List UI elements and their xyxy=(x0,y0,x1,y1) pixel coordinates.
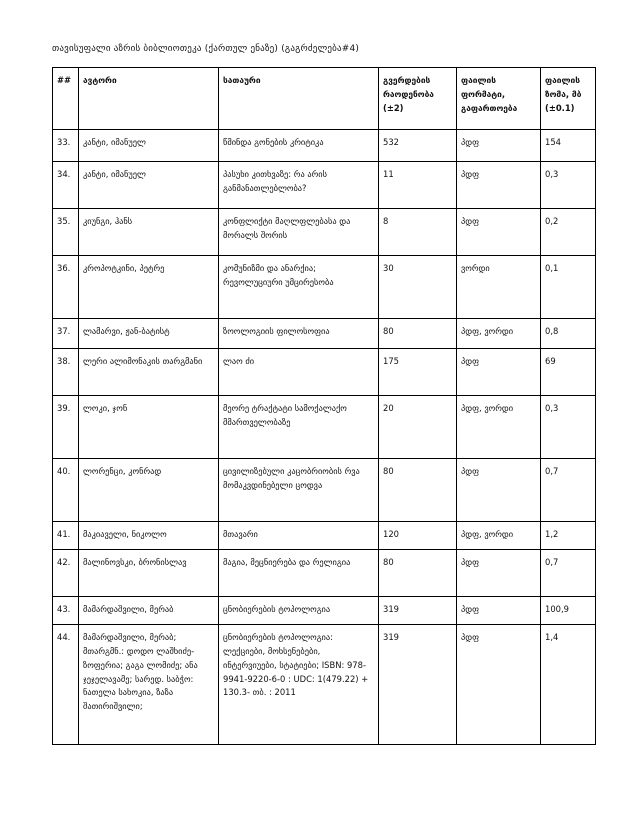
title-cell: ცნობიერების ტოპოლოგია xyxy=(219,597,379,625)
row-number: 34. xyxy=(53,162,79,209)
title-cell: კომუნიზმი და ანარქია; რევოლუციური უმცირესობა xyxy=(219,256,379,319)
header-author: ავტორი xyxy=(79,68,219,130)
title-cell: წმინდა გონების კრიტიკა xyxy=(219,130,379,162)
title-cell: ლაო ძი xyxy=(219,349,379,396)
row-number: 42. xyxy=(53,550,79,597)
table-row xyxy=(53,319,596,349)
author-cell: ლოკი, ჯონ xyxy=(79,396,219,459)
author-cell: ლორენცი, კონრად xyxy=(79,459,219,522)
pages-cell: 532 xyxy=(379,130,457,162)
format-cell: პდფ, ვორდი xyxy=(457,396,541,459)
format-cell: პდფ, ვორდი xyxy=(457,319,541,349)
size-cell: 1,2 xyxy=(541,522,596,550)
title-cell: პასუხი კითხვაზე: რა არის განმანათლებლობა? xyxy=(219,162,379,209)
size-cell: 0,8 xyxy=(541,319,596,349)
table-row xyxy=(53,522,596,550)
table-row xyxy=(53,349,596,396)
title-cell: ცივილიზებული კაცობრიობის რვა მომაკვდინებელი ცოდვა xyxy=(219,459,379,522)
pages-cell: 80 xyxy=(379,319,457,349)
size-cell: 0,7 xyxy=(541,550,596,597)
row-number: 40. xyxy=(53,459,79,522)
pages-cell: 30 xyxy=(379,256,457,319)
row-number: 35. xyxy=(53,209,79,256)
pages-cell: 319 xyxy=(379,625,457,745)
header-pages: გვერდების რაოდენობა (±2) xyxy=(379,68,457,130)
header-format: ფაილის ფორმატი, გაფართოება xyxy=(457,68,541,130)
row-number: 38. xyxy=(53,349,79,396)
header-number: ## xyxy=(53,68,79,130)
row-number: 43. xyxy=(53,597,79,625)
format-cell: პდფ xyxy=(457,459,541,522)
author-cell: კროპოტკინი, პეტრე xyxy=(79,256,219,319)
size-cell: 0,3 xyxy=(541,396,596,459)
books-table xyxy=(52,67,596,745)
pages-cell: 11 xyxy=(379,162,457,209)
format-cell: პდფ xyxy=(457,597,541,625)
header-size: ფაილის ზომა, მბ (±0.1) xyxy=(541,68,596,130)
size-cell: 0,2 xyxy=(541,209,596,256)
header-title: სათაური xyxy=(219,68,379,130)
format-cell: პდფ xyxy=(457,625,541,745)
author-cell: კიუნგი, ჰანს xyxy=(79,209,219,256)
author-cell: მაკიაველი, ნიკოლო xyxy=(79,522,219,550)
title-cell: ზოოლოგიის ფილოსოფია xyxy=(219,319,379,349)
table-row xyxy=(53,256,596,319)
table-row xyxy=(53,625,596,745)
author-cell: მამარდაშვილი, მერაბ; მთარგმნ.: დოდო ლაშხიძე-ზოფერია; გაგა ლომიძე; ანა ჯეჯელავამე; სარედ. საბჭო: ნათელა სახოკია, ზაზა შათირიშვილი; xyxy=(79,625,219,745)
row-number: 33. xyxy=(53,130,79,162)
size-cell: 0,3 xyxy=(541,162,596,209)
format-cell: პდფ xyxy=(457,162,541,209)
title-cell: მეორე ტრაქტატი სამოქალაქო მმართველობაზე xyxy=(219,396,379,459)
size-cell: 100,9 xyxy=(541,597,596,625)
format-cell: პდფ xyxy=(457,209,541,256)
format-cell: პდფ xyxy=(457,349,541,396)
title-cell: მთავარი xyxy=(219,522,379,550)
format-cell: პდფ, ვორდი xyxy=(457,522,541,550)
author-cell: მამარდაშვილი, მერაბ xyxy=(79,597,219,625)
size-cell: 1,4 xyxy=(541,625,596,745)
pages-cell: 175 xyxy=(379,349,457,396)
pages-cell: 20 xyxy=(379,396,457,459)
pages-cell: 8 xyxy=(379,209,457,256)
title-cell: კონფლიქტი მაღლფლებასა და მორალს შორის xyxy=(219,209,379,256)
author-cell: კანტი, იმანუელ xyxy=(79,130,219,162)
table-header-row xyxy=(53,68,596,130)
format-cell: პდფ xyxy=(457,550,541,597)
author-cell: ლამარვი, ჟან-ბატისტ xyxy=(79,319,219,349)
row-number: 37. xyxy=(53,319,79,349)
size-cell: 69 xyxy=(541,349,596,396)
author-cell: კანტი, იმანუელ xyxy=(79,162,219,209)
row-number: 44. xyxy=(53,625,79,745)
size-cell: 0,7 xyxy=(541,459,596,522)
document-heading: თავისუფალი აზრის ბიბლიოთეკა (ქართულ ენაზე) (გაგრძელება#4) xyxy=(52,44,360,54)
table-row xyxy=(53,162,596,209)
pages-cell: 120 xyxy=(379,522,457,550)
format-cell: ვორდი xyxy=(457,256,541,319)
table-row xyxy=(53,597,596,625)
pages-cell: 319 xyxy=(379,597,457,625)
row-number: 36. xyxy=(53,256,79,319)
title-cell: მაგია, მეცნიერება და რელიგია xyxy=(219,550,379,597)
table-row xyxy=(53,396,596,459)
table-row xyxy=(53,209,596,256)
author-cell: ლერი ალიმონაკის თარგმანი xyxy=(79,349,219,396)
table-row xyxy=(53,459,596,522)
row-number: 41. xyxy=(53,522,79,550)
format-cell: პდფ xyxy=(457,130,541,162)
row-number: 39. xyxy=(53,396,79,459)
table-row xyxy=(53,130,596,162)
title-cell: ცნობიერების ტოპოლოგია: ლექციები, მოხსენებები, ინტერვიუები, სტატიები; ISBN: 978-9941-9220-6-0 : UDC: 1(479.22) + 130.3- თბ. : 2011 xyxy=(219,625,379,745)
table-row xyxy=(53,550,596,597)
pages-cell: 80 xyxy=(379,550,457,597)
author-cell: მალინოვსკი, ბრონისლავ xyxy=(79,550,219,597)
pages-cell: 80 xyxy=(379,459,457,522)
size-cell: 0,1 xyxy=(541,256,596,319)
size-cell: 154 xyxy=(541,130,596,162)
